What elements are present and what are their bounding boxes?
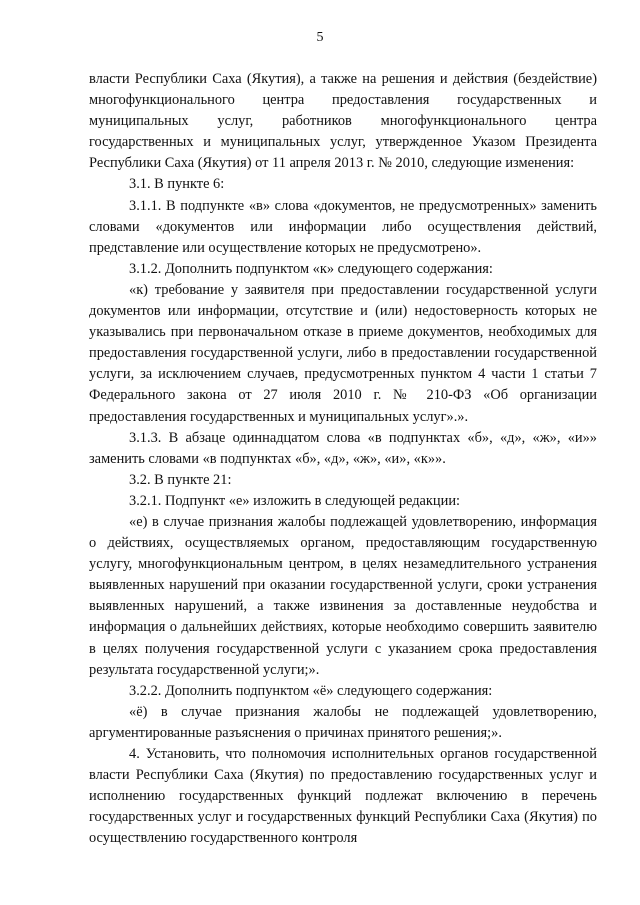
document-body — [89, 69, 597, 849]
paragraph: «е) в случае признания жалобы подлежащей удовлетворению, информация о действиях, осуществляемых органом, предоставляющим государственную услугу, многофункциональным центром, в целях незамедлительного устранения выявленных нарушений при оказании государственной услуги, сроки устранения выявленных нарушений, а также извинения за доставленные неудобства и информация о дальнейших действиях, которые необходимо совершить заявителю в целях получения государственной услуги с указанием срока предоставления результата государственной услуги;». — [89, 513, 597, 678]
paragraph: 3.1.1. В подпункте «в» слова «документов, не предусмотренных» заменить словами «документов или информации либо осуществления действий, представление или осуществление которых не предусмотрено». — [89, 197, 597, 256]
paragraph: «ё) в случае признания жалобы не подлежащей удовлетворению, аргументированные разъяснения о причинах принятого решения;». — [89, 703, 597, 741]
paragraph: «к) требование у заявителя при предоставлении государственной услуги документов или информации, отсутствие и (или) недостоверность которых не указывались при первоначальном отказе в приеме документов, необходимых для предоставления государственной услуги, либо в предоставлении государственной услуги, за исключением случаев, предусмотренных пунктом 4 части 1 статьи 7 Федерального закона от 27 июля 2010 г. № 210-ФЗ «Об организации предоставления государственных и муниципальных услуг».». — [89, 281, 597, 425]
paragraph: 3.2. В пункте 21: — [129, 471, 232, 488]
paragraph: власти Республики Саха (Якутия), а также на решения и действия (бездействие) многофункционального центра предоставления государственных и муниципальных услуг, работников многофункционального центра государственных и муниципальных услуг, утвержденное Указом Президента Республики Саха (Якутия) от 11 апреля 2013 г. № 2010, следующие изменения: — [89, 71, 597, 172]
paragraph: 3.1.2. Дополнить подпунктом «к» следующего содержания: — [129, 260, 493, 277]
page-number: 5 — [316, 30, 324, 45]
paragraph: 4. Установить, что полномочия исполнительных органов государственной власти Республики Саха (Якутия) по предоставлению государственных услуг и исполнению государственных функций подлежат включению в перечень государственных услуг и государственных функций Республики Саха (Якутия) по осуществлению государственного контроля — [89, 746, 597, 847]
paragraph: 3.1.3. В абзаце одиннадцатом слова «в подпунктах «б», «д», «ж», «и»» заменить словами «в подпунктах «б», «д», «ж», «и», «к»». — [89, 429, 597, 467]
paragraph: 3.2.2. Дополнить подпунктом «ё» следующего содержания: — [129, 682, 493, 699]
paragraph: 3.2.1. Подпункт «е» изложить в следующей редакции: — [129, 492, 461, 509]
paragraph: 3.1. В пункте 6: — [129, 176, 225, 193]
